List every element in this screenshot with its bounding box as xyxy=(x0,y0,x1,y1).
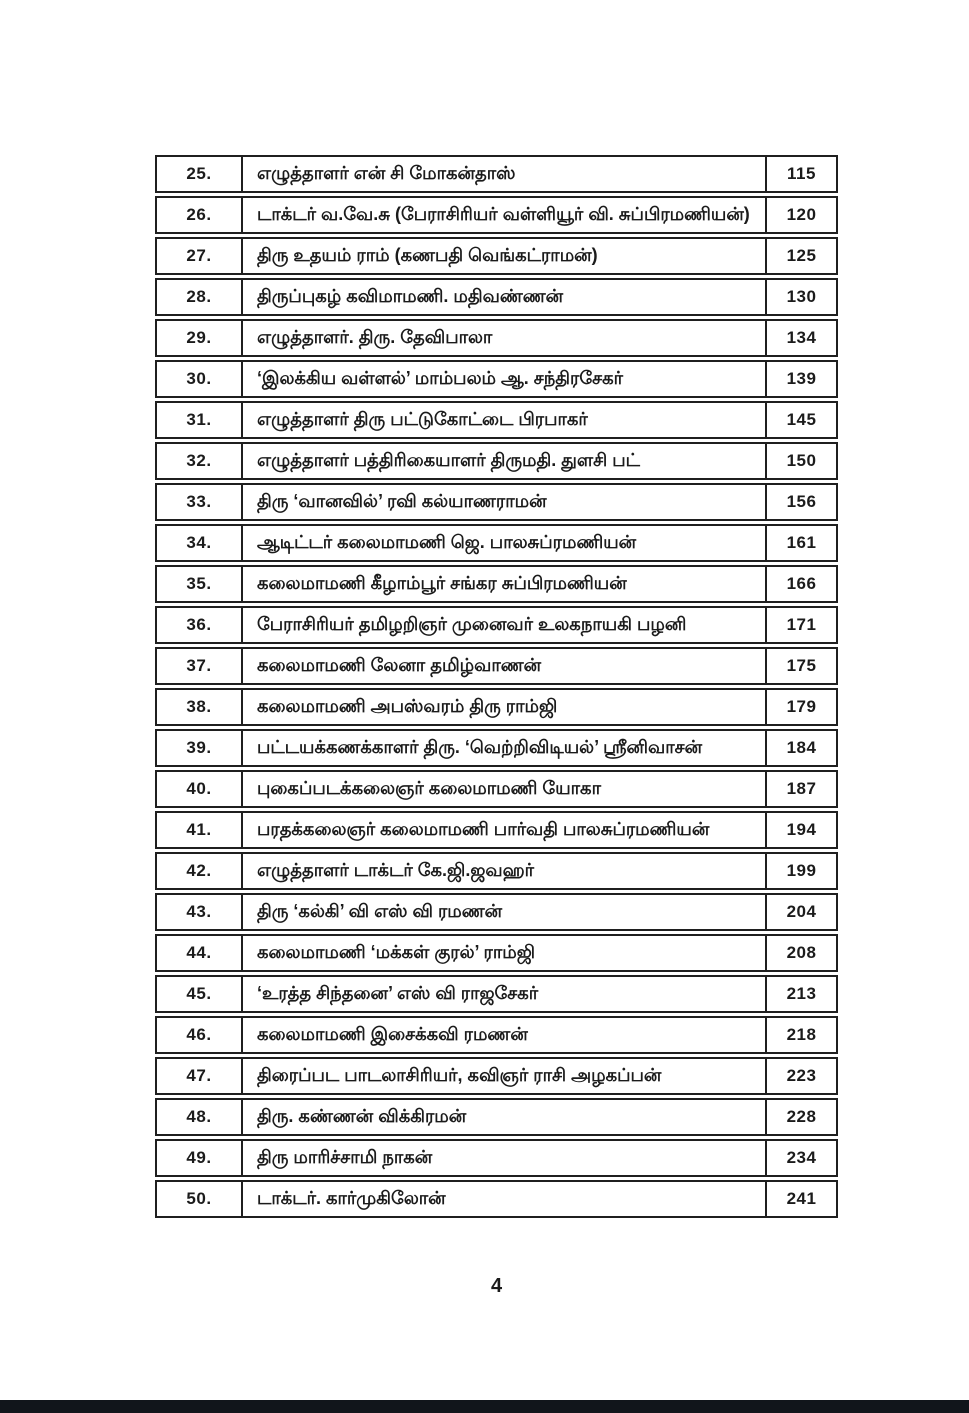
table-row xyxy=(155,729,838,767)
row-page-number: 199 xyxy=(765,854,836,888)
row-entry-name: எழுத்தாளர் திரு பட்டுகோட்டை பிரபாகர் xyxy=(257,408,588,429)
table-row xyxy=(155,155,838,193)
row-entry-name: ‘உரத்த சிந்தனை’ எஸ் வி ராஜசேகர் xyxy=(257,982,539,1003)
row-page-number: 175 xyxy=(765,649,836,683)
row-page-number: 125 xyxy=(765,239,836,273)
row-entry-name: பட்டயக்கணக்காளர் திரு. ‘வெற்றிவிடியல்’ ஸ்ரீனிவாசன் xyxy=(257,736,703,757)
row-serial-number: 25. xyxy=(157,157,243,191)
row-page-number: 213 xyxy=(765,977,836,1011)
table-row xyxy=(155,237,838,275)
row-page-number: 115 xyxy=(765,157,836,191)
row-entry-name: பரதக்கலைஞர் கலைமாமணி பார்வதி பாலசுப்ரமணியன் xyxy=(257,818,710,839)
table-row xyxy=(155,319,838,357)
page-number: 4 xyxy=(490,1275,503,1297)
table-row xyxy=(155,1139,838,1177)
bottom-scan-bar xyxy=(0,1400,969,1413)
table-row xyxy=(155,688,838,726)
row-page-number: 145 xyxy=(765,403,836,437)
row-page-number: 166 xyxy=(765,567,836,601)
row-serial-number: 40. xyxy=(157,772,243,806)
row-entry-name: திரு மாரிச்சாமி நாகன் xyxy=(257,1146,433,1167)
row-page-number: 130 xyxy=(765,280,836,314)
table-row xyxy=(155,524,838,562)
table-row xyxy=(155,278,838,316)
row-serial-number: 35. xyxy=(157,567,243,601)
row-page-number: 156 xyxy=(765,485,836,519)
row-serial-number: 36. xyxy=(157,608,243,642)
row-entry-name: கலைமாமணி லேனா தமிழ்வாணன் xyxy=(257,654,542,675)
table-row xyxy=(155,852,838,890)
table-row xyxy=(155,401,838,439)
row-entry-name: ‘இலக்கிய வள்ளல்’ மாம்பலம் ஆ. சந்திரசேகர் xyxy=(257,367,623,388)
row-serial-number: 34. xyxy=(157,526,243,560)
row-serial-number: 28. xyxy=(157,280,243,314)
table-row xyxy=(155,770,838,808)
row-entry-name: திரு உதயம் ராம் (கணபதி வெங்கட்ராமன்) xyxy=(257,244,598,265)
table-row xyxy=(155,811,838,849)
table-row xyxy=(155,1016,838,1054)
table-row xyxy=(155,647,838,685)
row-page-number: 204 xyxy=(765,895,836,929)
row-serial-number: 42. xyxy=(157,854,243,888)
row-page-number: 150 xyxy=(765,444,836,478)
row-entry-name: கலைமாமணி அபஸ்வரம் திரு ராம்ஜி xyxy=(257,695,558,716)
row-entry-name: பேராசிரியர் தமிழறிஞர் முனைவர் உலகநாயகி பழனி xyxy=(257,613,687,634)
row-serial-number: 32. xyxy=(157,444,243,478)
row-serial-number: 27. xyxy=(157,239,243,273)
table-row xyxy=(155,975,838,1013)
table-row xyxy=(155,442,838,480)
row-entry-name: எழுத்தாளர் டாக்டர் கே.ஜி.ஜவஹர் xyxy=(257,859,535,880)
row-entry-name: திருப்புகழ் கவிமாமணி. மதிவண்ணன் xyxy=(257,285,564,306)
row-entry-name: கலைமாமணி கீழாம்பூர் சங்கர சுப்பிரமணியன் xyxy=(257,572,627,593)
row-serial-number: 39. xyxy=(157,731,243,765)
row-entry-name: திரு ‘வானவில்’ ரவி கல்யாணராமன் xyxy=(257,490,547,511)
row-page-number: 208 xyxy=(765,936,836,970)
row-page-number: 139 xyxy=(765,362,836,396)
row-page-number: 194 xyxy=(765,813,836,847)
row-page-number: 161 xyxy=(765,526,836,560)
row-entry-name: எழுத்தாளர். திரு. தேவிபாலா xyxy=(257,326,493,347)
row-serial-number: 26. xyxy=(157,198,243,232)
row-serial-number: 29. xyxy=(157,321,243,355)
row-serial-number: 46. xyxy=(157,1018,243,1052)
row-serial-number: 49. xyxy=(157,1141,243,1175)
table-row xyxy=(155,934,838,972)
table-row xyxy=(155,565,838,603)
row-entry-name: எழுத்தாளர் பத்திரிகையாளர் திருமதி. துளசி பட் xyxy=(257,449,640,470)
row-entry-name: டாக்டர் வ.வே.சு (பேராசிரியர் வள்ளியூர் வி. சுப்பிரமணியன்) xyxy=(257,203,750,224)
row-page-number: 234 xyxy=(765,1141,836,1175)
row-entry-name: திரைப்பட பாடலாசிரியர், கவிஞர் ராசி அழகப்பன் xyxy=(257,1064,662,1085)
row-page-number: 228 xyxy=(765,1100,836,1134)
row-page-number: 171 xyxy=(765,608,836,642)
row-entry-name: டாக்டர். கார்முகிலோன் xyxy=(257,1187,446,1208)
row-page-number: 241 xyxy=(765,1182,836,1216)
table-row xyxy=(155,1098,838,1136)
row-page-number: 120 xyxy=(765,198,836,232)
row-serial-number: 41. xyxy=(157,813,243,847)
row-serial-number: 30. xyxy=(157,362,243,396)
row-serial-number: 38. xyxy=(157,690,243,724)
table-row xyxy=(155,360,838,398)
table-row xyxy=(155,1057,838,1095)
row-page-number: 187 xyxy=(765,772,836,806)
row-serial-number: 47. xyxy=(157,1059,243,1093)
table-row xyxy=(155,893,838,931)
row-entry-name: கலைமாமணி இசைக்கவி ரமணன் xyxy=(257,1023,528,1044)
row-page-number: 179 xyxy=(765,690,836,724)
row-page-number: 218 xyxy=(765,1018,836,1052)
row-serial-number: 48. xyxy=(157,1100,243,1134)
table-row xyxy=(155,483,838,521)
row-serial-number: 37. xyxy=(157,649,243,683)
row-serial-number: 31. xyxy=(157,403,243,437)
row-entry-name: எழுத்தாளர் என் சி மோகன்தாஸ் xyxy=(257,162,516,183)
row-serial-number: 44. xyxy=(157,936,243,970)
row-page-number: 134 xyxy=(765,321,836,355)
contents-table xyxy=(155,155,838,1221)
row-serial-number: 33. xyxy=(157,485,243,519)
row-entry-name: புகைப்படக்கலைஞர் கலைமாமணி யோகா xyxy=(257,777,601,798)
row-entry-name: திரு. கண்ணன் விக்கிரமன் xyxy=(257,1105,467,1126)
row-serial-number: 43. xyxy=(157,895,243,929)
row-entry-name: கலைமாமணி ‘மக்கள் குரல்’ ராம்ஜி xyxy=(257,941,536,962)
row-entry-name: திரு ‘கல்கி’ வி எஸ் வி ரமணன் xyxy=(257,900,503,921)
row-entry-name: ஆடிட்டர் கலைமாமணி ஜெ. பாலசுப்ரமணியன் xyxy=(257,531,637,552)
row-page-number: 223 xyxy=(765,1059,836,1093)
row-serial-number: 50. xyxy=(157,1182,243,1216)
table-row xyxy=(155,1180,838,1218)
table-row xyxy=(155,196,838,234)
row-page-number: 184 xyxy=(765,731,836,765)
table-row xyxy=(155,606,838,644)
row-serial-number: 45. xyxy=(157,977,243,1011)
